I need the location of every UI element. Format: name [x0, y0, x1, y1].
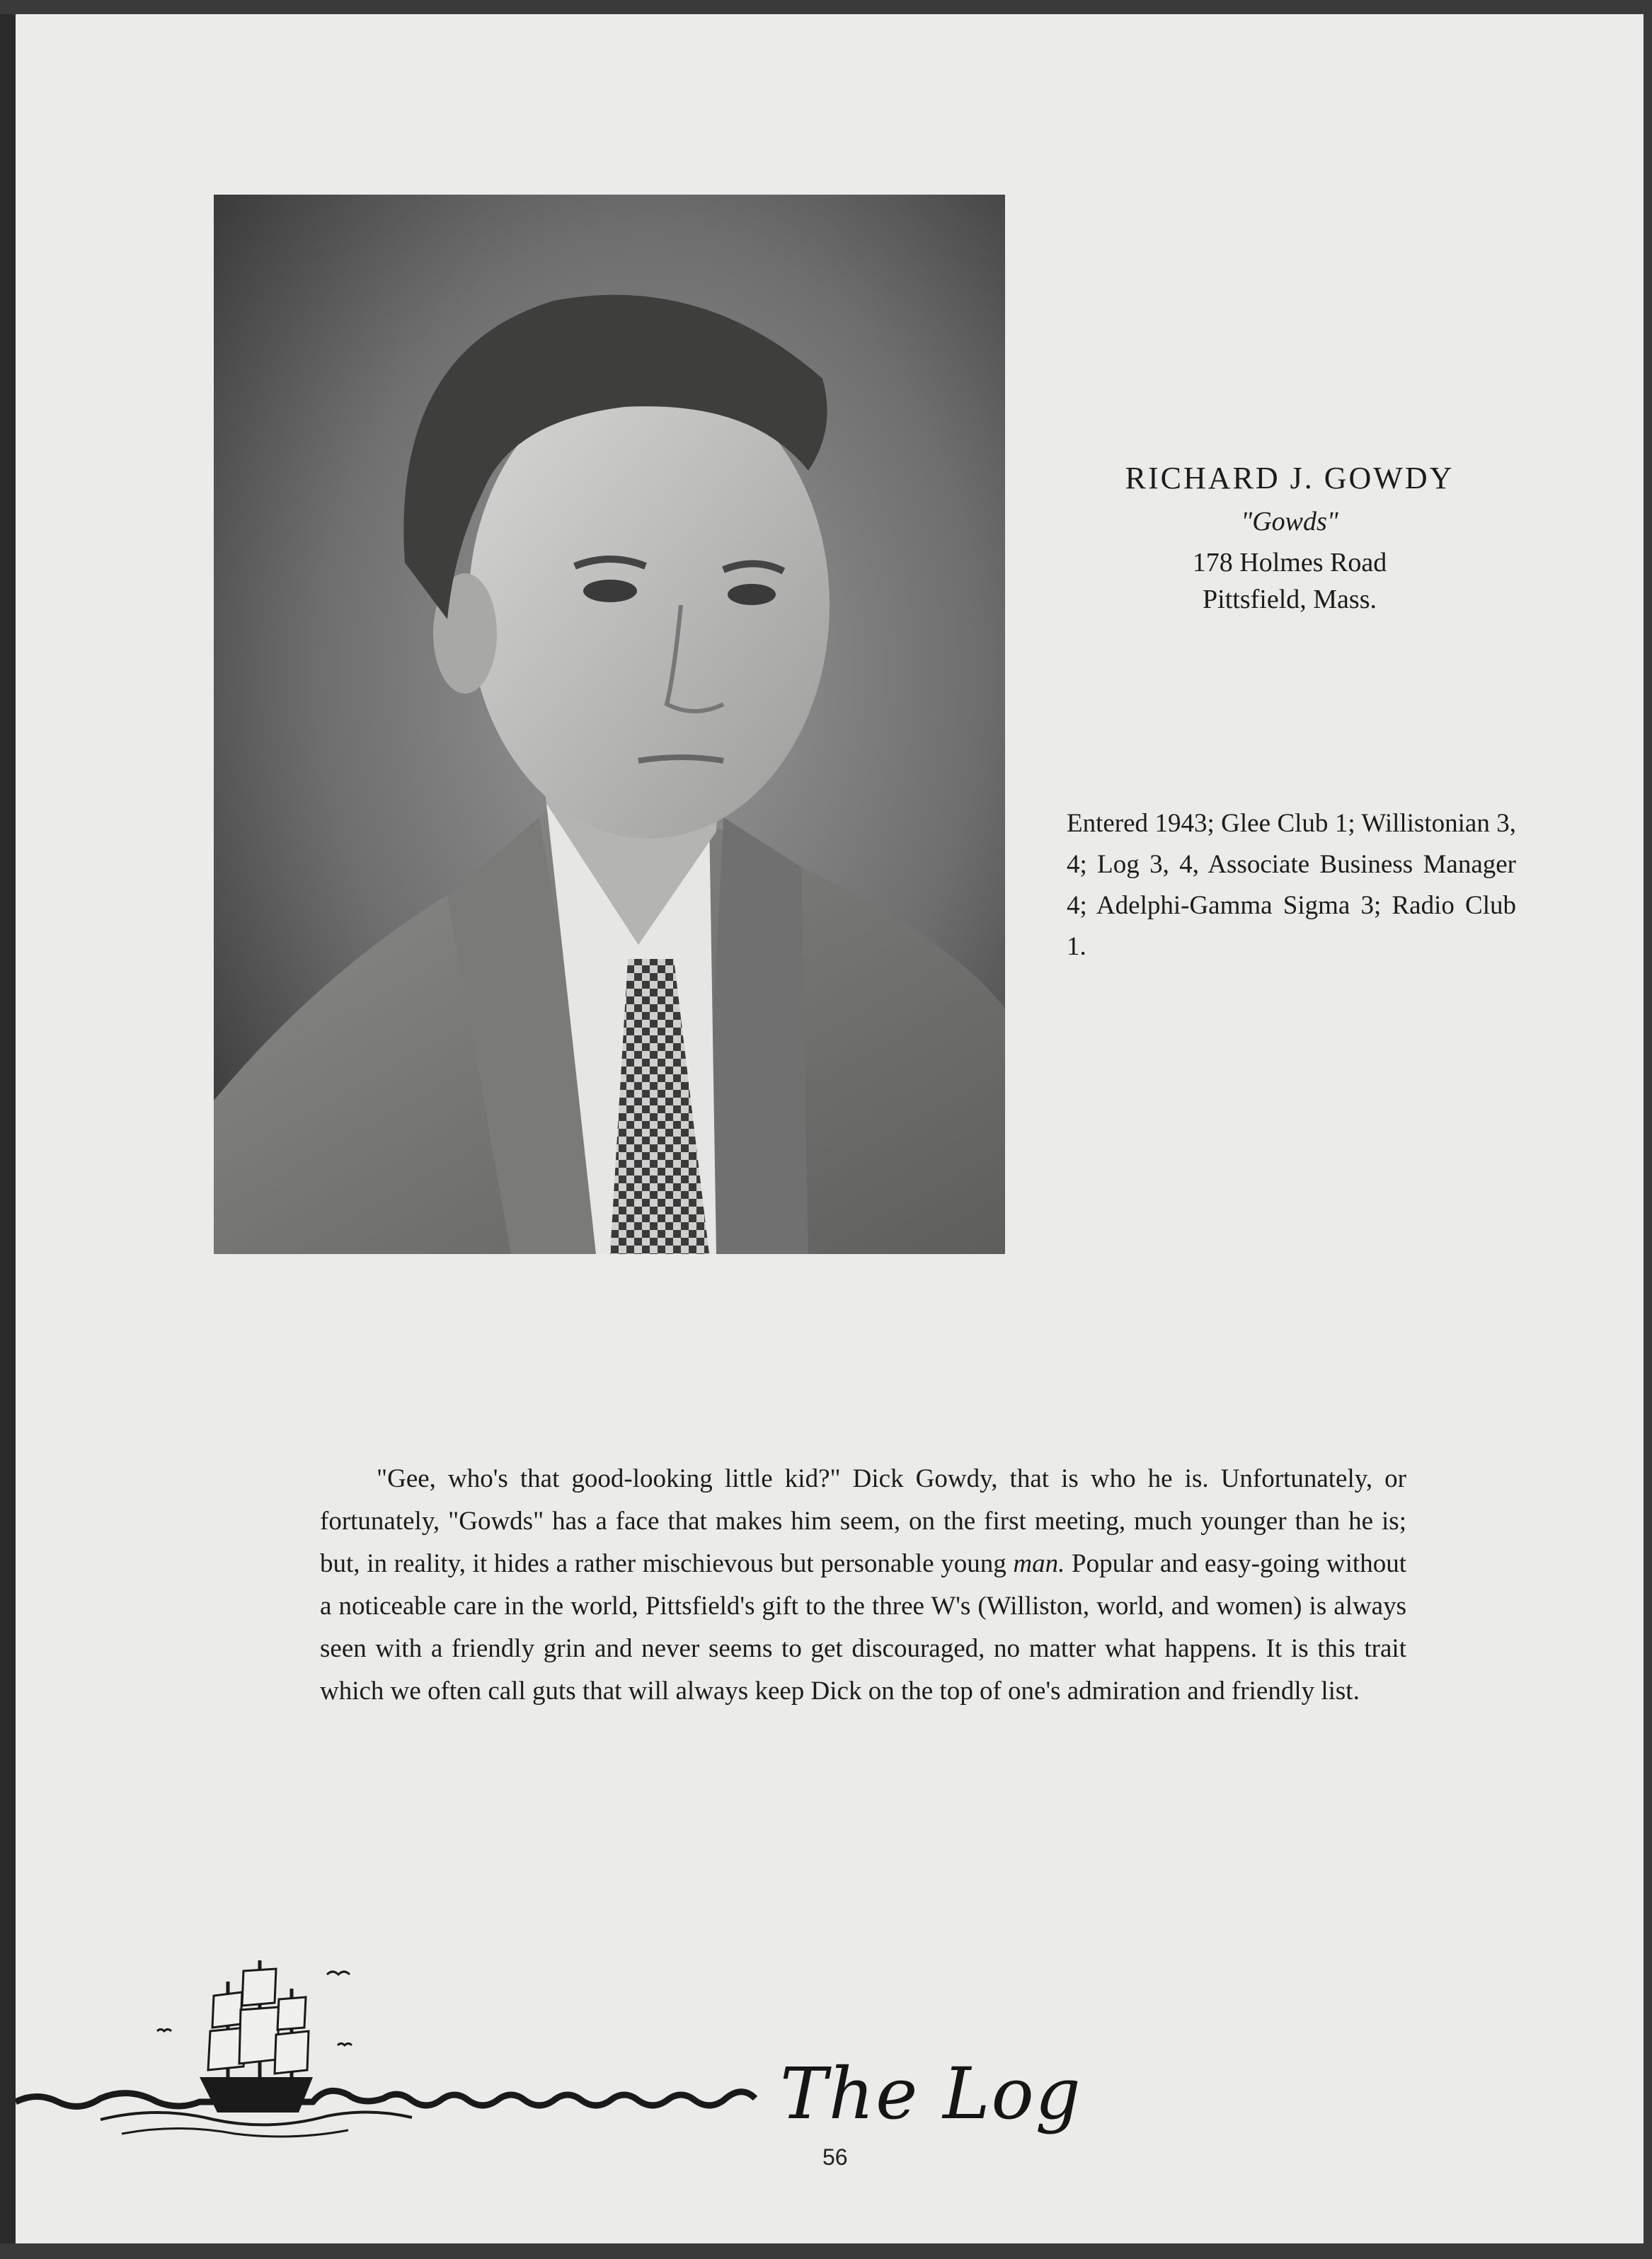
address-city: Pittsfield, Mass.: [1203, 585, 1377, 614]
scan-edge-bottom: [0, 2243, 1652, 2259]
ship-wave-illustration: [16, 1925, 794, 2151]
bird-icon: [327, 1972, 350, 1975]
student-nickname: "Gowds": [1241, 507, 1338, 536]
the-log-logo: The Log: [780, 2052, 1082, 2135]
portrait-illustration: [214, 195, 1005, 1254]
bio-text-part2: Popular and easy-going without a noticeable care in the world, Pittsfield's gift to the three W's (Williston, world, and women) is always seen with a friendly grin and never seems to get discouraged, no matter what happens. It is this trait which we often call guts that will always keep Dick on the top of one's admiration and friendly list.: [320, 1549, 1406, 1706]
profile-header: [1063, 460, 1516, 618]
portrait-photo: [214, 195, 1005, 1254]
student-name: RICHARD J. GOWDY: [1125, 461, 1455, 495]
activities-list: Entered 1943; Glee Club 1; Willistonian 3, 4; Log 3, 4, Associate Business Manager 4; Adelphi-Gamma Sigma 3; Radio Club 1.: [1067, 809, 1516, 961]
scan-edge-right: [1644, 0, 1652, 2259]
ship-hull: [200, 2077, 313, 2113]
bio-emphasis: man.: [1013, 1549, 1065, 1578]
ship-sail: [212, 1992, 242, 2028]
page-number: 56: [822, 2144, 848, 2170]
biography-paragraph: [320, 1458, 1406, 1713]
yearbook-page: [16, 14, 1644, 2243]
bio-text-part1: "Gee, who's that good-looking little kid?" Dick Gowdy, that is who he is. Unfortunately, or fortunately, "Gowds" has a face that makes him seem, on the first meeting, much younger than he is; but, in reality, it hides a rather mischievous but personable young: [320, 1464, 1406, 1578]
address-street: 178 Holmes Road: [1192, 548, 1387, 577]
scan-edge-top: [0, 0, 1652, 14]
wave-line: [16, 2091, 755, 2106]
